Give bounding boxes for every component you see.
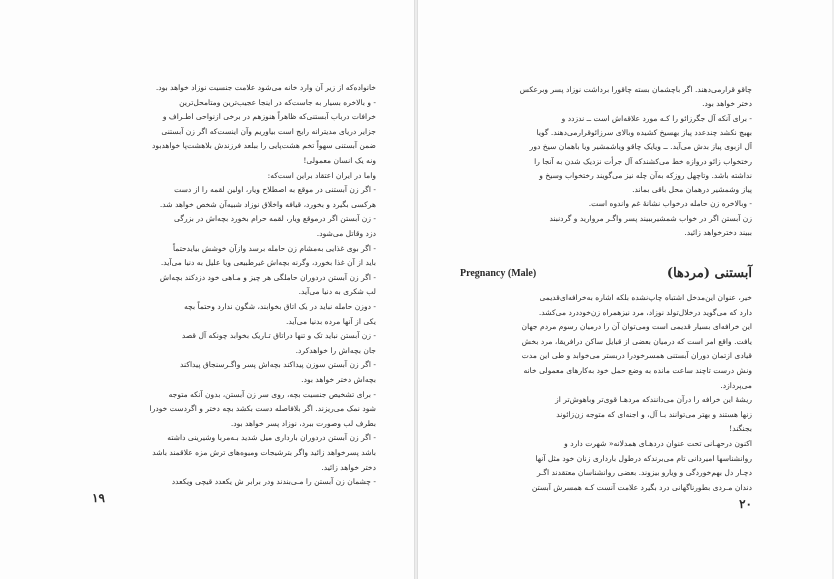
text-line: لب شکری به دنیا می‌آید. (298, 287, 376, 297)
text-line: - و بالاخره بسیار به جاست‌که در اینجا عجیب‌ترین ومتامحل‌ترین (179, 97, 376, 107)
text-line: دزد وقاتل می‌شود. (316, 229, 376, 238)
text-line: بجنگند! (729, 424, 752, 434)
text-line: چاقو قرارمی‌دهند. اگر باچشمان بسته چاقورا برداشت نوزاد پسر وبرعکس (519, 85, 752, 94)
text-line: زنها هستند و بهتر می‌توانند بـا آل، و اجنه‌ای که متوجه زن‌زائو‌ند (556, 409, 752, 419)
text-line: باشد پسر‌خواهد زائید واگر بترشیجات ومیوه‌های ترش مزه علاقمند باشد (152, 448, 376, 457)
text-line: دختر خواهد زائید. (321, 462, 376, 472)
text-line: جزایر دریای مدیترانه رایج است بیاوریم وآن اینست‌که اگر زن آبستنی (161, 126, 376, 136)
text-line: جان بچه‌اش را خواهدکرد. (295, 345, 376, 355)
text-line: دچـار دل بهم‌خوردگی و ویارو بیزوند. بعضی روانشناسان معتقدند اگـر (536, 468, 752, 478)
text-line: - اگر زن آبستن سوزن پیداکند بچه‌اش پسر واگـرسنجاق پیداکند (180, 360, 376, 370)
text-line: دارد که می‌گوید درخلال‌تولد نوزاد، مرد نیزهمراه زن‌خوددرد می‌کشد. (538, 307, 752, 317)
text-line: بچه‌اش دختر خواهد بود. (301, 375, 376, 384)
text-line: - اگر زن آبستنی در موقع به اصطلاح ویار، اولین لقمه را از دست (174, 185, 376, 195)
text-line: زن آبستن اگر در خواب شمشیرببیند پسر واگـر مروارید و گردنبند (549, 213, 752, 223)
text-line: این خرافه‌ای بسیار قدیمی است ومی‌توان آن را درمیان رسوم مردم جهان (521, 322, 752, 332)
right-page-text-column (460, 0, 752, 579)
text-line: آل ازبوی پیاز بدش می‌آید. ــ ویایک چاقو ویاشمشیر ویا باهمان سیخ دور (529, 142, 752, 152)
text-line: شود نمک می‌ریزند. اگر بلافاصله دست بکشد بچه دختر و اگردست خودرا (149, 404, 376, 414)
text-line: خرافات درباب آبستنی‌که ظاهراً هنوزهم در برخی ازنواحی اطـراف و (162, 112, 376, 122)
text-line: واما در ایران اعتقاد براین است‌که: (267, 170, 376, 180)
text-line: خیر، عنوان این‌مدخل اشتباه چاپ‌نشده بلکه اشاره به‌خرافه‌ای‌قدیمی (539, 293, 752, 302)
right-page-number: ۲۰ (739, 497, 752, 511)
text-line: - برای تشخیص جنسیت بچه، روی سر زن آبستن، بدون آنکه متوجه (168, 389, 376, 399)
text-line: بطرف لب وصورت ببرد، نوزاد پسر خواهد بود. (230, 418, 376, 428)
text-line: می‌پردازد. (720, 380, 752, 390)
text-line: - زن آبستن نباید تک و تنها دراتاق تـاریک بخوابد چونکه آل قصد (181, 331, 376, 341)
text-line: - اگر زن آبستن دردوران بارداری میل شدید بـه‌مربا وشیرینی داشته (167, 433, 376, 443)
text-line: ونش درست تاچند ساعت مانده به وضع حمل خود به‌کارهای معمولی خانه (523, 366, 752, 375)
text-line: ضمن آبستنی سهواً تخم هشت‌پایی را ببلعد فرزندش بلاهشت‌پا خواهد‌بود (152, 141, 376, 151)
text-line: - اگر بوی غذایی به‌مشام زن حامله برسد وازآن خوشش بیایدحتماً (172, 243, 376, 253)
text-line: باید از آن غذا بخورد، وگرنه بچه‌اش غیرطبیعی ویا علیل به دنیا می‌آید. (160, 258, 376, 268)
text-line: - اگر زن آبستن دردوران حاملگی هر چیز و مـاهی خود دزدکند بچه‌اش (159, 272, 376, 282)
text-line: رختخواب زائو دروازه خط می‌کشندکه آل جرأت نزدیک شدن به آنجا را (534, 156, 752, 166)
section-heading-english: Pregnancy (Male) (460, 268, 537, 279)
text-line: ریشهٔ این خرافه را درآن می‌دانندکه مردهـا قوی‌تر وباهوش‌تر از (555, 395, 752, 405)
text-line: - برای آنکه آل جگرزائو را کـه مورد علاقه‌اش است ــ ندزدد و (561, 113, 752, 123)
text-line: دندان مـردی بطورناگهانی درد بگیرد علامت آنست کـه همسرش آبستن (531, 482, 752, 492)
text-line: یافت. واقع امر است که درمیان بعضی از قبایل ساکن درافریقا، مرد بخش (521, 336, 752, 346)
right-page (418, 0, 832, 579)
text-line: قیادی ازتمان دوران آبستنی همسرخودرا دربستر می‌خوابد و طی این مدت (521, 351, 752, 361)
text-line: - زن آبستن اگر درموقع ویار، لقمه حرام بخورد بچه‌اش در بزرگی (174, 214, 376, 224)
text-line: دختر خواهد بود. (702, 99, 752, 109)
left-page-text-column (92, 0, 376, 579)
text-line: بهیچ نکشد چندعدد پیاز بهسیخ کشیده وبالای سرزائوقرارمی‌دهند. گویا (536, 127, 752, 137)
text-line: - دوزن حامله نباید در یک اتاق بخوابند، شگون ندارد وحتماً بچه (184, 302, 376, 311)
text-line: روانشناسها امیردانی تام می‌برندکه درطول بارداری زنان خود مثل آنها (535, 453, 752, 463)
text-line: خانواده‌که از زیر آن وارد خانه می‌شود علامت جنسیت نوزاد خواهد بود. (155, 83, 376, 92)
text-line: پیاز وشمشیر درهمان محل باقی بماند. (632, 185, 752, 195)
text-line: - وبالاخره زن حامله درخواب نشانهٔ غم واندوه است. (588, 199, 752, 209)
text-line: ونه یک انسان معمولی! (303, 156, 376, 165)
text-line: یکی از آنها مرده بدنیا می‌آید. (286, 316, 376, 326)
left-page (0, 0, 414, 579)
text-line: ببیند دخترخواهد زائید. (684, 228, 752, 237)
text-line: نداشته باشد. وتاچهل روزکه به‌آن چله نیز می‌گویند رختخواب وسیخ و (539, 170, 752, 180)
text-line: - چشمان زن آبستن را مـی‌بندند ودر برابر ش یکعدد قیچی ویکعدد (171, 477, 376, 487)
section-heading-persian: آبستنی (مردها) (666, 266, 752, 281)
text-line: اکنون درحهـانی تحت عنوان دردهـای همدلانه« شهرت دارد و (564, 439, 752, 448)
text-line: هرکسی بگیرد و بخورد، قیافه واخلاق نوزاد شبیه‌آن شخص خواهد شد. (159, 199, 376, 209)
left-page-number: ۱۹ (92, 491, 105, 505)
